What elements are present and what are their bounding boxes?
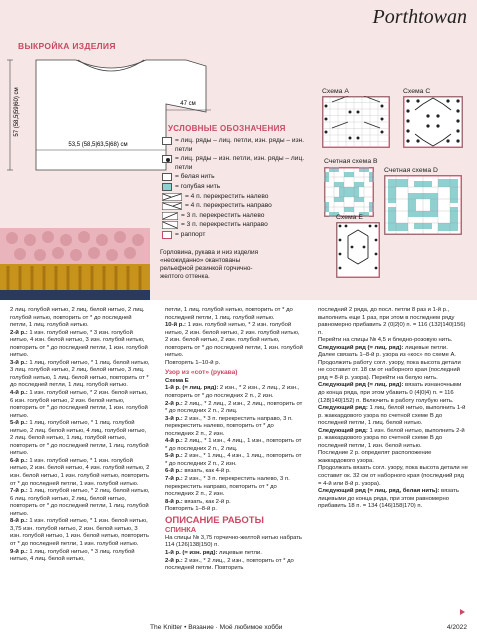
paragraph: 3-й р.: 1 лиц. голубой нитью, * 1 лиц. белой нитью, 3 лиц. голубой нитью, 2 лиц. белой нитью, 3 лиц. голубой нитью, 1 лиц. белой нитью, повторить от * до последней петли, 1 лиц. голубой нитью. bbox=[10, 359, 150, 389]
chart-a-grid bbox=[322, 96, 390, 148]
sleeve-label: 47 см bbox=[180, 101, 196, 107]
cross-left-3-icon bbox=[162, 212, 178, 220]
paragraph: 2-й р.: 2 лиц., * 2 лиц., 2 изн., 2 лиц., повторить от * до последних 2 п., 2 лиц. bbox=[165, 400, 303, 415]
legend-item: = лиц. ряды – лиц. петли, изн. ряды – изн. петли bbox=[162, 137, 322, 154]
paragraph: последний 2 ряда, до посл. петли 8 раз и 1-й р., выполнить еще 1 раз, при этом в последнем ряду равномерно прибавить 2 (0|2|0) п. = 116 (132|140|156) п. bbox=[318, 307, 466, 336]
paragraph: Следующий ряд: 1 изн. белой нитью, выполнить 2-й р. жаккардового узора по счетной схеме В до последней петли, 1 изн. белой нитью. bbox=[318, 427, 465, 449]
legend-item: = 4 п. перекрестить направо bbox=[162, 202, 322, 211]
paragraph: 6-й р.: 1 изн. голубой нитью, * 1 изн. голубой нитью, 2 изн. белой нитью, 4 изн. голубой нитью, 2 изн. белой нитью, 1 изн. голубой нитью, повторить от * до последней петли, 1 изн. голубой нитью. bbox=[10, 457, 150, 487]
purl-stitch-icon bbox=[162, 155, 172, 163]
paragraph: Следующий ряд (= лиц. ряд, белая нить): вязать лицевыми до конца ряда, при этом равномерно прибавить 18 п. = 134 (146|158|170) п. bbox=[318, 488, 459, 510]
paragraph: 2-й р.: 2 изн., * 2 лиц., 2 изн., повторить от * до последней петли. Повторить bbox=[165, 557, 294, 572]
paragraph: Продолжать вязать согл. узору, пока высота детали не составит ок. 32 см от наборного края (последний ряд = 4-й или 8-й р. узора). bbox=[318, 465, 468, 487]
paragraph: Следующий ряд (= лиц. ряд): вязать изнаночными до конца ряда, при этом убавить 0 (4|0|4) п. = 116 (128|140|152) п. Включить в работу голубую нить. bbox=[318, 382, 462, 404]
work-description-heading: ОПИСАНИЕ РАБОТЫ bbox=[165, 514, 264, 526]
paragraph: петли, 1 лиц. голубой нитью, повторить от * до последней петли, 1 лиц. голубой нитью. bbox=[165, 307, 293, 321]
chart-e-grid bbox=[336, 222, 380, 278]
paragraph: 4-й р.: 1 изн. голубой нитью, * 2 изн. белой нитью, 6 изн. голубой нитью, 2 изн. белой нитью, повторить от * до последней петли, 1 изн. голубой нитью. bbox=[10, 390, 148, 419]
instructions-columns bbox=[10, 307, 467, 615]
paragraph: 10-й р.: 1 изн. голубой нитью, * 2 изн. голубой нитью, 2 изн. белой нитью, 2 изн. голубой нитью, 2 изн. белой нитью, 2 изн. голубой нитью, повторить от * до последней петли, 1 изн. голубой нитью. bbox=[165, 322, 303, 359]
legend-item: = белая нить bbox=[162, 173, 322, 182]
column-1 bbox=[10, 307, 150, 564]
chart-a-label: Схема А bbox=[322, 88, 349, 95]
paragraph: 5-й р.: 2 изн., * 1 лиц., 4 изн., 1 лиц., повторить от * до последних 2 п., 2 изн. bbox=[165, 453, 302, 467]
chart-b-label: Счетная схема В bbox=[324, 158, 378, 165]
width-label: 53,5 (58,5|63,5|68) см bbox=[68, 142, 128, 148]
legend-item: = лиц. ряды – изн. петли, изн. ряды – лиц. петли bbox=[162, 155, 322, 172]
paragraph: 7-й р.: 2 изн., * 3 п. перекрестить налево, 3 п. перекрестить направо, повторить от * до последних 2 п., 2 изн. bbox=[165, 476, 290, 498]
chart-d-grid bbox=[384, 175, 462, 235]
chart-b bbox=[324, 158, 384, 222]
height-label: 57 (58,5|59|60) см bbox=[14, 87, 20, 137]
paragraph: Повторять 1–10-й р. bbox=[165, 359, 221, 366]
issue-number: 4/2022 bbox=[446, 624, 467, 631]
paragraph: На спицы № 3,75 горчично-желтой нитью набрать 114 (126|138|150) п. bbox=[165, 534, 303, 549]
paragraph: 9-й р.: 1 лиц. голубой нитью, * 3 лиц. голубой нитью, 4 лиц. белой нитью, bbox=[10, 548, 135, 563]
legend-item: = 3 п. перекрестить направо bbox=[162, 221, 322, 230]
paragraph: 8-й р.: 1 изн. голубой нитью, * 1 изн. белой нитью, 3,75 изн. голубой нитью, 2 изн. белой нитью, 3 изн. голубой нитью, 1 изн. белой нитью, повторить от * до последней петли, 1 изн. голубой нитью. bbox=[10, 518, 149, 547]
column-3 bbox=[318, 307, 468, 511]
legend-item: = 4 п. перекрестить налево bbox=[162, 193, 322, 202]
back-heading: СПИНКА bbox=[165, 525, 197, 535]
chart-c-grid bbox=[403, 96, 463, 148]
paragraph: 1-й р. (= лиц. ряд): 2 изн., * 2 изн., 2 лиц., 2 изн., повторить от * до последних 2 п., 2 изн. bbox=[165, 385, 300, 400]
knitted-ribbing-photo bbox=[0, 228, 150, 300]
paragraph: 7-й р.: 1 лиц. голубой нитью, * 2 лиц. белой нитью, 6 лиц. голубой нитью, 2 лиц. белой нитью, повторить от * до последней петли, 1 лиц. голубой нитью. bbox=[10, 488, 150, 517]
magazine-name: The Knitter • Вязание · Моё любимое хобби bbox=[150, 624, 283, 631]
column-2 bbox=[165, 307, 303, 573]
cross-right-4-icon bbox=[162, 202, 182, 210]
chart-c bbox=[403, 88, 463, 153]
paragraph: 8-й р.: вязать, как 2-й р. bbox=[165, 498, 231, 505]
pattern-heading: ВЫКРОЙКА ИЗДЕЛИЯ bbox=[18, 41, 116, 51]
chart-d-label: Счетная схема D bbox=[384, 167, 438, 174]
paragraph: Далее связать 1–8-й р. узора из «кос» по схеме А. bbox=[318, 352, 457, 359]
page-title: Porthtowan bbox=[372, 6, 467, 28]
paragraph: Перейти на спицы № 4,5 и бледно-розовую нить. bbox=[318, 337, 453, 344]
chart-a bbox=[322, 88, 390, 153]
paragraph: 3-й р.: 2 изн., * 3 п. перекрестить направо, 3 п. перекрестить налево, повторить от * до последних 2 п., 2 изн. bbox=[165, 415, 293, 437]
white-yarn-icon bbox=[162, 173, 172, 181]
knit-stitch-icon bbox=[162, 137, 172, 145]
chart-b-grid bbox=[324, 167, 374, 217]
paragraph: Следующий ряд (= лиц. ряд): лицевые петли. bbox=[318, 344, 448, 351]
paragraph: 4-й р.: 2 лиц., * 1 изн., 4 лиц., 1 изн., повторить от * до последних 2 п., 2 лиц. bbox=[165, 438, 302, 452]
honeycomb-heading: Узор из «сот» (рукава) bbox=[165, 369, 238, 377]
legend-heading: УСЛОВНЫЕ ОБОЗНАЧЕНИЯ bbox=[168, 124, 286, 133]
paragraph: 2 лиц. голубой нитью, 2 лиц. белой нитью, 2 лиц. голубой нитью, повторить от * до последней петли, 1 лиц. голубой нитью. bbox=[10, 307, 145, 329]
chart-d bbox=[384, 167, 462, 240]
legend-item: = 3 п. перекрестить налево bbox=[162, 212, 322, 221]
repeat-icon bbox=[162, 231, 172, 239]
blue-yarn-icon bbox=[162, 183, 172, 191]
continue-arrow-icon bbox=[460, 609, 465, 615]
paragraph: Продолжить работу согл. узору, пока высота детали не составит от. 18 см от наборного края (последний ряд = 8-й р. узора). Перейти на белую нить. bbox=[318, 359, 461, 381]
chart-e-ref: Схема Е bbox=[165, 377, 189, 384]
paragraph: 5-й р.: 1 лиц. голубой нитью, * 1 лиц. голубой нитью, 2 лиц. белой нитью, 4 лиц. голубой нитью, 2 лиц. белой нитью, 1 лиц. голубой нитью, повторить от * до последней петли, 1 лиц. голубой нитью. bbox=[10, 420, 149, 457]
chart-e-label: Схема Е bbox=[336, 214, 363, 221]
paragraph: Следующий ряд: 1 лиц. белой нитью, выполнить 1-й р. жаккардового узора по счетной схеме В до последней петли, 1 лиц. белой нитью. bbox=[318, 405, 466, 427]
legend bbox=[162, 137, 322, 241]
chart-e bbox=[336, 214, 380, 283]
paragraph: Повторять 1–8-й р. bbox=[165, 506, 217, 513]
legend-item: = раппорт bbox=[162, 231, 322, 240]
photo-caption: Горловина, рукава и низ изделия «неожиданно» окантованы рельефной резинкой горчично-желтого оттенка. bbox=[160, 249, 259, 280]
legend-item: = голубая нить bbox=[162, 183, 322, 192]
paragraph: 1-й р. (= изн. ряд): лицевые петли. bbox=[165, 549, 262, 556]
cross-left-4-icon bbox=[162, 193, 182, 201]
paragraph: 2-й р.: 1 изн. голубой нитью, * 3 изн. голубой нитью, 4 изн. белой нитью, 3 изн. голубой нитью, повторить от * до последней петли, 1 изн. голубой нитью. bbox=[10, 329, 148, 359]
paragraph: 6-й р.: вязать, как 4-й р. bbox=[165, 468, 231, 475]
paragraph: Последние 2 р. определят расположение жаккардового узора. bbox=[318, 450, 432, 464]
chart-c-label: Схема С bbox=[403, 88, 431, 95]
cross-right-3-icon bbox=[162, 221, 178, 229]
